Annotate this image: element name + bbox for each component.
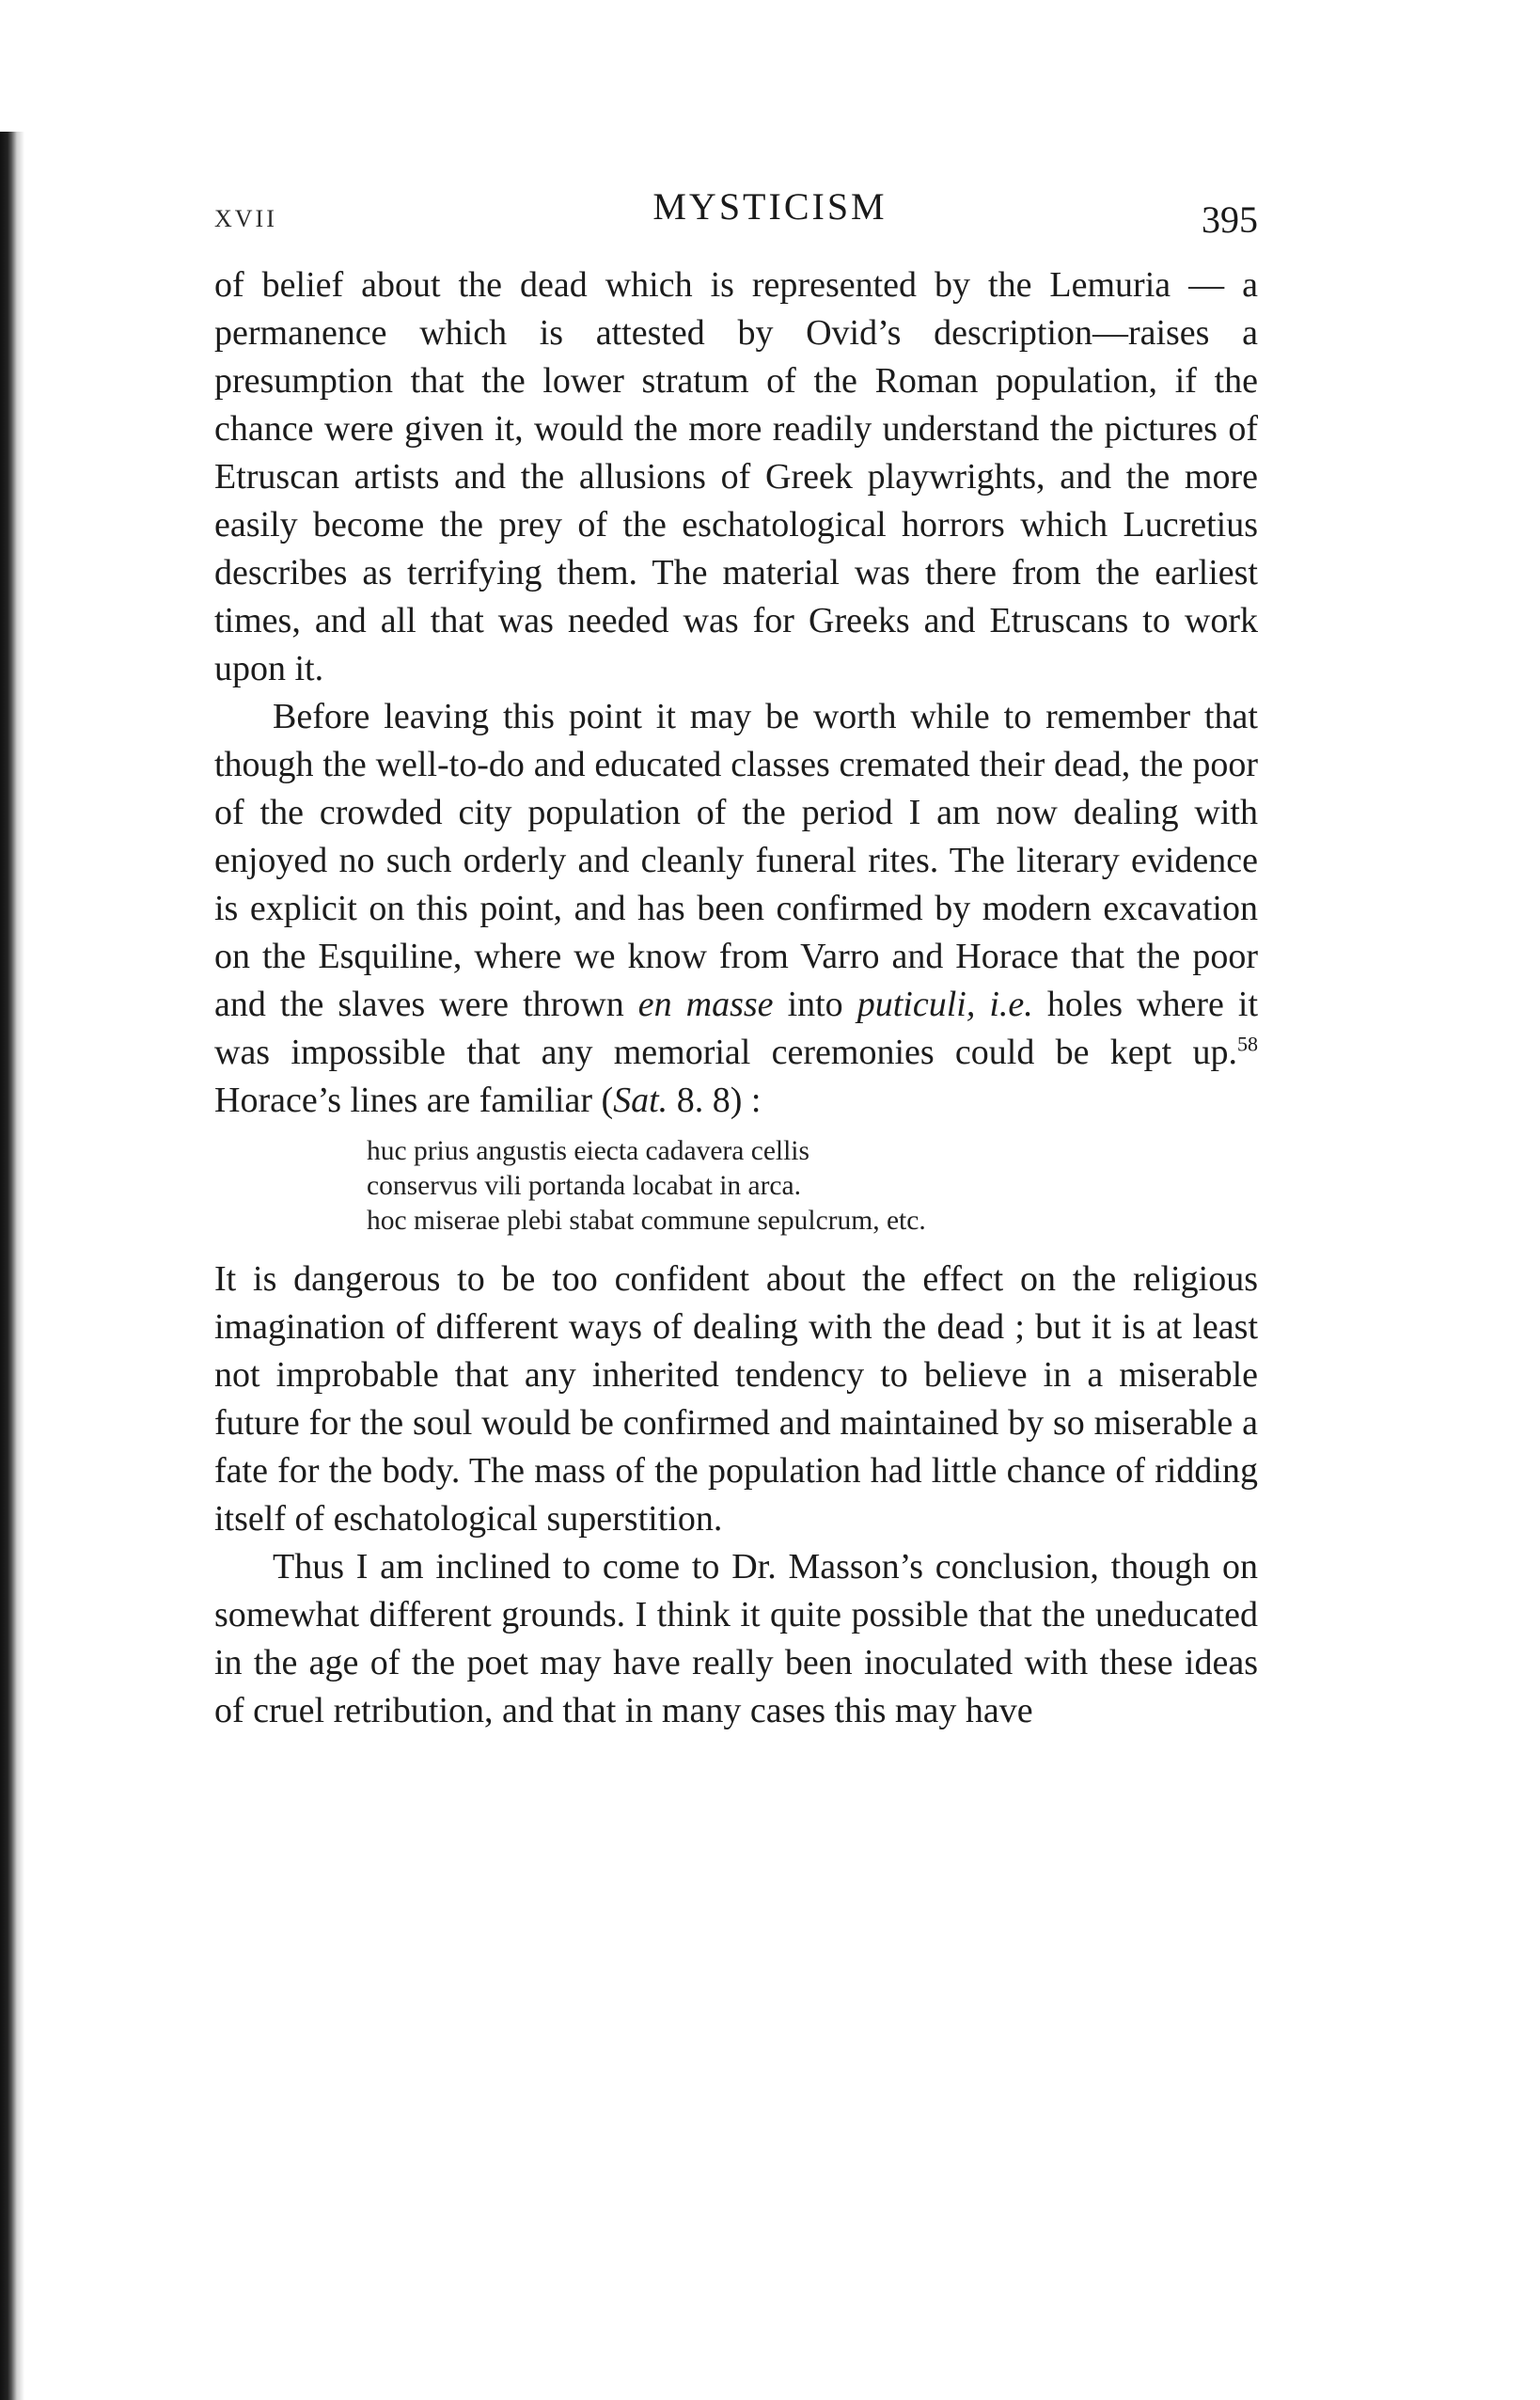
italic-phrase: puticuli, — [856, 985, 976, 1024]
quote-line: hoc miserae plebi stabat commune sepulcrum, etc. — [367, 1206, 926, 1236]
paragraph-conclusion: Thus I am inclined to come to Dr. Masson’s conclusion, though on somewhat different grounds. I think it quite possible that the uneducated in the age of the poet may have really been inoculated with these ideas of cruel retribution, and that in many cases this may have — [214, 1547, 1258, 1730]
quote-line: conservus vili portanda locabat in arca. — [367, 1171, 801, 1201]
scan-binding-edge — [0, 132, 24, 2400]
latin-quotation — [367, 1134, 1258, 1239]
paragraph-imagination: It is dangerous to be too confident about the effect on the religious imagination of different ways of dealing with the dead ; but it is at least not improbable that any inherited tendency to believe in a miserable future for the soul would be confirmed and maintained by so miserable a fate for the body. The mass of the population had little chance of ridding itself of eschatological superstition. — [214, 1259, 1258, 1539]
italic-phrase: i.e. — [989, 985, 1033, 1024]
italic-citation: Sat. — [613, 1081, 668, 1120]
running-title: MYSTICISM — [652, 185, 888, 228]
paragraph-continued: of belief about the dead which is represented by the Lemuria — a permanence which is attested by Ovid’s description—raises a presumption that the lower stratum of the Roman population, if the chance were given it, would the more readily understand the pictures of Etruscan artists and the allusions of Greek playwrights, and the more easily become the prey of the eschatological horrors which Lucretius describes as terrifying them. The material was there from the earliest times, and all that was needed was for Greeks and Etruscans to work upon it. — [214, 265, 1258, 688]
paragraph-esquiline: Before leaving this point it may be worth while to remember that though the well-to-do and educated classes cremated their dead, the poor of the crowded city population of the period I am now dealing with enjoyed no such orderly and cleanly funeral rites. The literary evidence is explicit on this point, and has been confirmed by modern excavation on the Esquiline, where we know from Varro and Horace that the poor and the slaves were thrown en masse into puticuli, i.e. holes where it was impossible that any memorial ceremonies could be kept up.$^{58}$ Horace’s lines are familiar (Sat. 8. 8) : — [214, 697, 1259, 1120]
quote-line: huc prius angustis eiecta cadavera cellis — [367, 1136, 809, 1166]
running-header — [0, 184, 1540, 250]
italic-phrase: en masse — [637, 985, 774, 1024]
page-number: 395 — [1202, 198, 1258, 241]
footnote-reference: 58 — [1237, 1032, 1258, 1056]
body-text — [214, 261, 1258, 1735]
chapter-number: XVII — [214, 205, 277, 232]
